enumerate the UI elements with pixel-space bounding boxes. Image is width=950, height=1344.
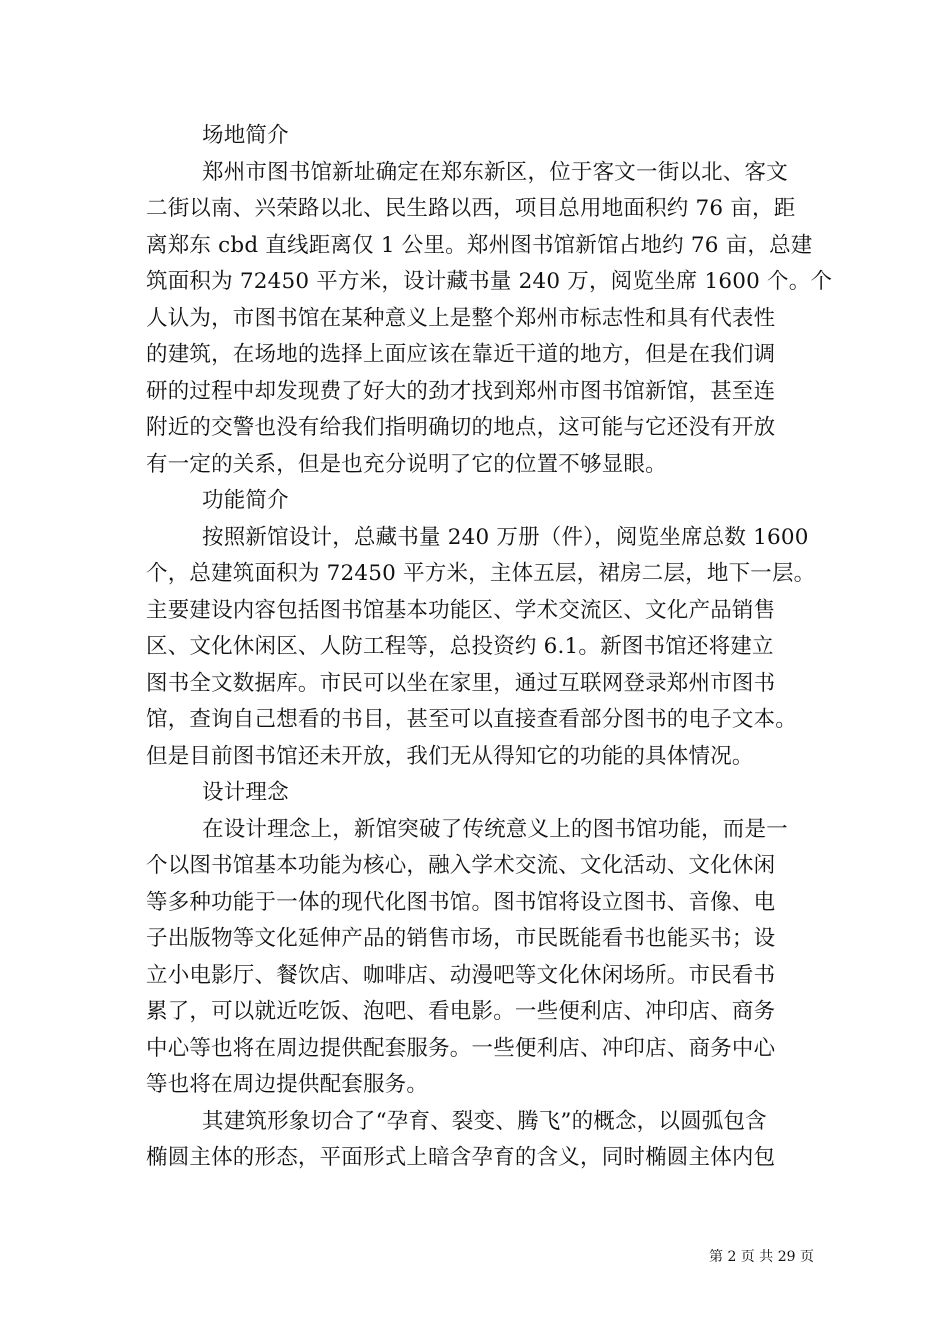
text-line: 个以图书馆基本功能为核心，融入学术交流、文化活动、文化休闲: [146, 853, 776, 878]
text-line: 子出版物等文化延伸产品的销售市场，市民既能看书也能买书；设: [146, 926, 776, 951]
text-line: 的建筑，在场地的选择上面应该在靠近干道的地方，但是在我们调: [146, 342, 776, 367]
text-line: 其建筑形象切合了“孕育、裂变、腾飞”的概念，以圆弧包含: [202, 1108, 767, 1134]
text-line: 在设计理念上，新馆突破了传统意义上的图书馆功能，而是一: [202, 816, 788, 842]
text-line: 郑州市图书馆新址确定在郑东新区，位于客文一街以北、客文: [202, 159, 788, 185]
text-line: 椭圆主体的形态，平面形式上暗含孕育的含义，同时椭圆主体内包: [146, 1145, 776, 1170]
text-line: 但是目前图书馆还未开放，我们无从得知它的功能的具体情况。: [146, 743, 754, 769]
text-line: 等也将在周边提供配套服务。: [146, 1072, 429, 1097]
text-line: 中心等也将在周边提供配套服务。一些便利店、冲印店、商务中心: [146, 1035, 776, 1061]
document-body: [146, 118, 833, 1177]
text-line: 研的过程中却发现费了好大的劲才找到郑州市图书馆新馆，甚至连: [146, 378, 776, 404]
text-line: 累了，可以就近吃饭、泡吧、看电影。一些便利店、冲印店、商务: [146, 999, 776, 1024]
text-line: 等多种功能于一体的现代化图书馆。图书馆将设立图书、音像、电: [146, 889, 776, 915]
text-line: 离郑东 cbd 直线距离仅 1 公里。郑州图书馆新馆占地约 76 亩，总建: [146, 232, 813, 258]
text-line: 区、文化休闲区、人防工程等，总投资约 6.1。新图书馆还将建立: [146, 634, 774, 659]
text-line: 个，总建筑面积为 72450 平方米，主体五层，裙房二层，地下一层。: [146, 561, 816, 586]
page-number-footer: 第 2 页 共 29 页: [709, 1249, 814, 1265]
text-line: 筑面积为 72450 平方米，设计藏书量 240 万，阅览坐席 1600 个。个: [146, 269, 833, 294]
text-line: 按照新馆设计，总藏书量 240 万册（件），阅览坐席总数 1600: [202, 524, 809, 550]
text-line: 有一定的关系，但是也充分说明了它的位置不够显眼。: [146, 451, 667, 477]
text-line: 馆，查询自己想看的书目，甚至可以直接查看部分图书的电子文本。: [146, 707, 798, 732]
text-line: 功能简介: [202, 488, 289, 513]
text-line: 人认为，市图书馆在某种意义上是整个郑州市标志性和具有代表性: [146, 305, 776, 331]
text-line: 主要建设内容包括图书馆基本功能区、学术交流区、文化产品销售: [146, 597, 776, 623]
text-line: 附近的交警也没有给我们指明确切的地点，这可能与它还没有开放: [146, 415, 776, 440]
text-line: 设计理念: [202, 780, 289, 805]
text-line: 立小电影厅、餐饮店、咖啡店、动漫吧等文化休闲场所。市民看书: [146, 962, 776, 988]
text-line: 二街以南、兴荣路以北、民生路以西，项目总用地面积约 76 亩，距: [146, 196, 796, 221]
text-line: 图书全文数据库。市民可以坐在家里，通过互联网登录郑州市图书: [146, 670, 776, 696]
text-line: 场地简介: [202, 123, 289, 148]
